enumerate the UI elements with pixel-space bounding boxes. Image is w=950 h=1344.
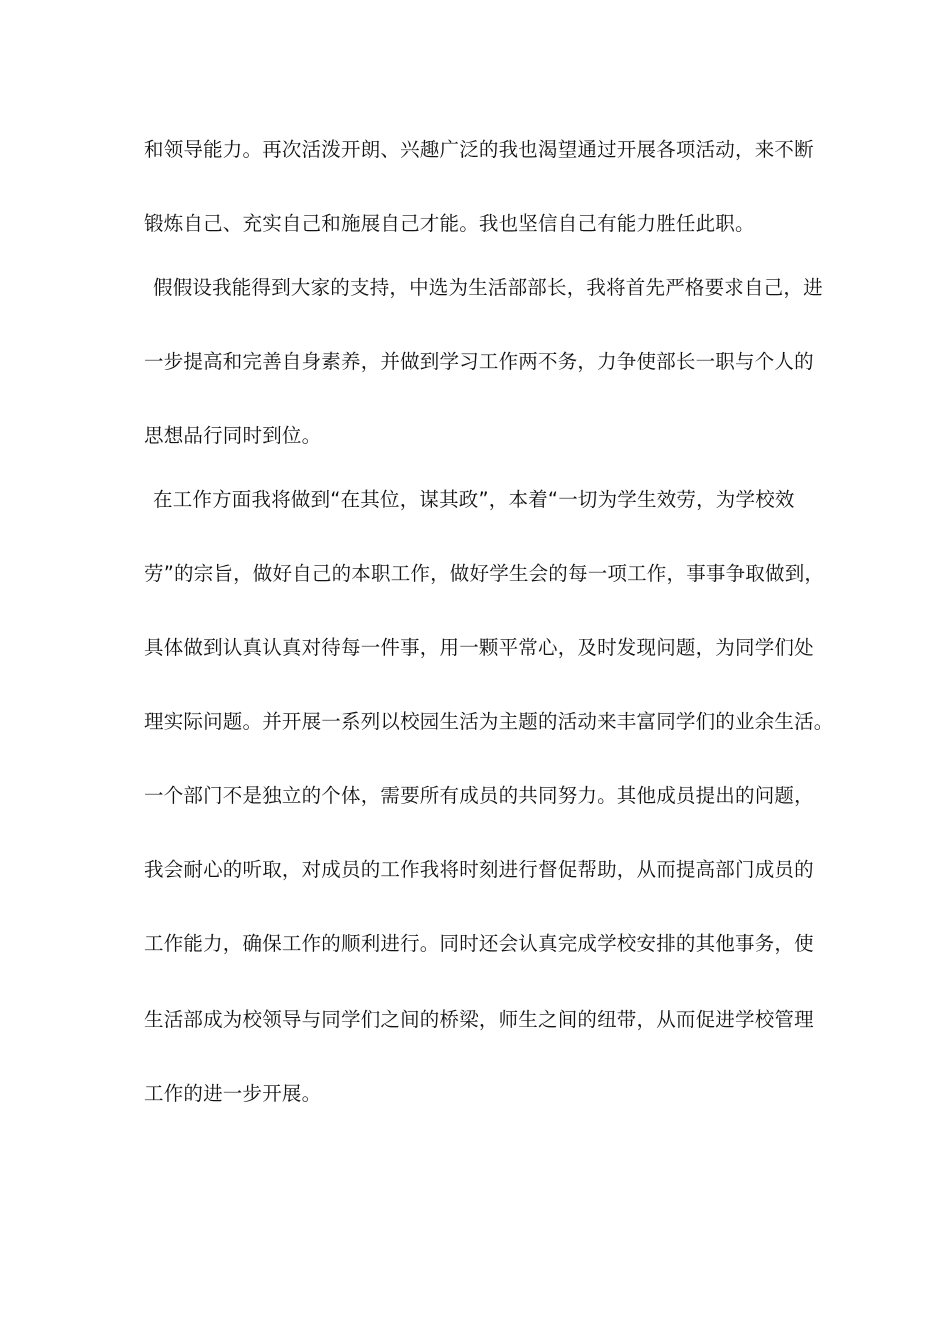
text-line: 工作的进一步开展。: [144, 1082, 322, 1105]
text-line: 劳”的宗旨，做好自己的本职工作，做好学生会的每一项工作，事事争取做到，: [144, 562, 825, 585]
text-line: 在工作方面我将做到“在其位，谋其政”，本着“一切为学生效劳，为学校效: [153, 488, 795, 511]
text-line: 假假设我能得到大家的支持，中选为生活部部长，我将首先严格要求自己，进: [153, 276, 823, 299]
text-line: 我会耐心的听取，对成员的工作我将时刻进行督促帮助，从而提高部门成员的: [144, 858, 814, 881]
text-line: 思想品行同时到位。: [144, 424, 322, 447]
text-line: 一步提高和完善自身素养，并做到学习工作两不务，力争使部长一职与个人的: [144, 350, 814, 373]
text-line: 具体做到认真认真对待每一件事，用一颗平常心，及时发现问题，为同学们处: [144, 636, 814, 659]
text-line: 理实际问题。并开展一系列以校园生活为主题的活动来丰富同学们的业余生活。: [144, 710, 834, 733]
text-line: 锻炼自己、充实自己和施展自己才能。我也坚信自己有能力胜任此职。: [144, 212, 755, 235]
text-line: 和领导能力。再次活泼开朗、兴趣广泛的我也渴望通过开展各项活动，来不断: [144, 138, 814, 161]
text-line: 工作能力，确保工作的顺利进行。同时还会认真完成学校安排的其他事务，使: [144, 932, 814, 955]
text-line: 生活部成为校领导与同学们之间的桥梁，师生之间的纽带，从而促进学校管理: [144, 1008, 814, 1031]
text-line: 一个部门不是独立的个体，需要所有成员的共同努力。其他成员提出的问题，: [144, 784, 814, 807]
